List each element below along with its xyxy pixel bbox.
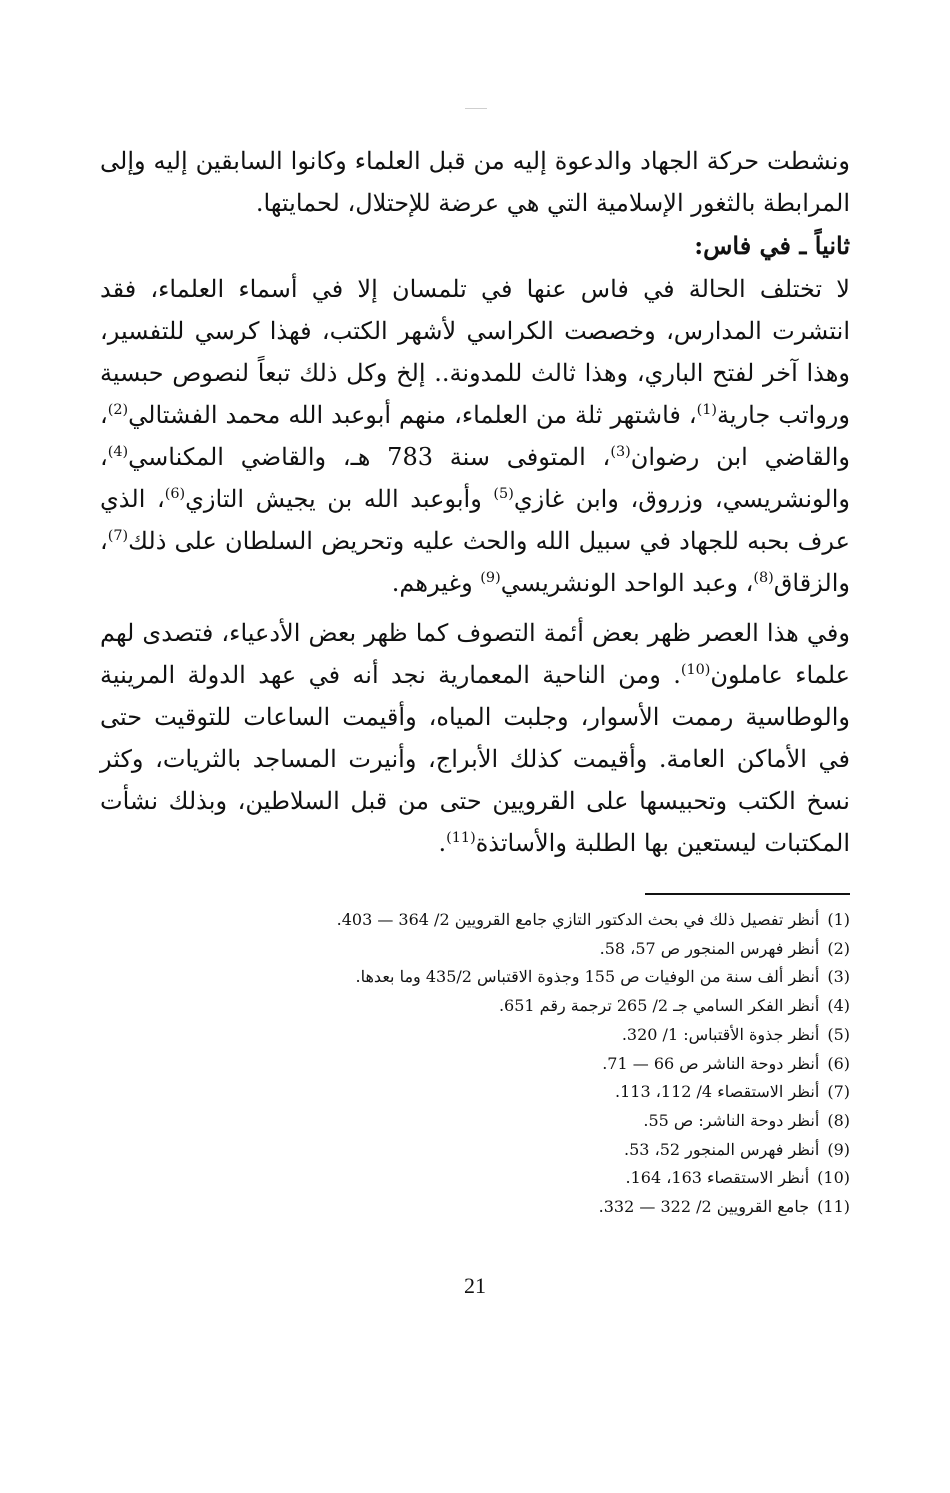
text-run: ، والزقاق <box>100 527 850 597</box>
footnote-ref: (11) <box>446 830 476 846</box>
footnote-text: أنظر دوحة الناشر: ص 55. <box>643 1110 820 1130</box>
scan-mark <box>465 108 487 109</box>
footnote-text: أنظر الاستقصاء 163، 164. <box>625 1168 810 1188</box>
footnote-ref: (10) <box>680 662 711 678</box>
footnote-item <box>100 935 850 964</box>
text-run: ، المتوفى سنة 783 هـ، والقاضي المكناسي <box>128 443 611 471</box>
footnote-number: (11) <box>817 1197 850 1217</box>
footnote-item <box>100 1107 850 1136</box>
text-run: . <box>438 829 447 857</box>
footnote-text: أنظر الاستقصاء 4/ 112، 113. <box>615 1082 820 1102</box>
footnote-text: أنظر فهرس المنجور ص 57، 58. <box>599 938 820 958</box>
footnote-item <box>100 963 850 992</box>
footnote-ref: (8) <box>753 570 774 586</box>
footnote-item <box>100 1164 850 1193</box>
footnote-text: أنظر دوحة الناشر ص 66 — 71. <box>602 1053 820 1073</box>
text-run: ، وعبد الواحد الونشريسي <box>500 569 754 597</box>
footnotes-list <box>100 906 850 1222</box>
body-paragraph-1 <box>100 268 850 604</box>
footnote-text: أنظر ألف سنة من الوفيات ص 155 وجذوة الاقتباس 435/2 وما بعدها. <box>355 967 820 987</box>
body-paragraph-2 <box>100 612 850 864</box>
text-run: وفي هذا العصر ظهر بعض أئمة التصوف كما ظهر بعض الأدعياء، فتصدى لهم علماء عاملون <box>100 619 850 689</box>
footnote-number: (4) <box>827 996 850 1016</box>
footnote-number: (1) <box>827 910 850 929</box>
footnote-number: (8) <box>827 1110 850 1130</box>
text-run: ، والونشريسي، وزروق، وابن غازي <box>100 443 850 513</box>
footnote-separator <box>645 893 850 895</box>
footnote-item <box>100 1050 850 1079</box>
text-run: ، فاشتهر ثلة من العلماء، منهم أبوعبد الله محمد الفشتالي <box>128 401 697 429</box>
footnote-ref: (4) <box>107 444 129 460</box>
footnote-item <box>100 1021 850 1050</box>
footnote-number: (9) <box>827 1139 850 1159</box>
footnote-text: أنظر تفصيل ذلك في بحث الدكتور التازي جامع القرويين 2/ 364 — 403. <box>336 910 820 929</box>
footnote-item <box>100 1193 850 1222</box>
section-heading: ثانياً ـ في فاس: <box>694 231 850 260</box>
text-run: ، والقاضي ابن رضوان <box>100 401 850 471</box>
footnote-number: (2) <box>827 938 850 958</box>
footnote-ref: (3) <box>610 444 631 460</box>
intro-paragraph: ونشطت حركة الجهاد والدعوة إليه من قبل العلماء وكانوا السابقين إليه وإلى المرابطة بالثغور الإسلامية التي هي عرضة للإحتلال، لحمايتها. <box>100 147 850 217</box>
footnote-ref: (1) <box>696 402 718 418</box>
text-run: وأبوعبد الله بن يجيش التازي <box>185 485 494 513</box>
footnote-ref: (7) <box>107 528 129 544</box>
footnote-ref: (9) <box>480 570 501 586</box>
footnote-ref: (5) <box>493 486 514 502</box>
footnote-number: (10) <box>817 1168 850 1188</box>
footnote-text: أنظر فهرس المنجور 52، 53. <box>624 1139 820 1159</box>
footnote-text: أنظر الفكر السامي جـ 2/ 265 ترجمة رقم 651. <box>498 996 820 1016</box>
page-number: 21 <box>464 1273 486 1298</box>
text-run: ، الذي عرف بحبه للجهاد في سبيل الله والحث عليه وتحريض السلطان على ذلك <box>100 485 850 555</box>
text-run: لا تختلف الحالة في فاس عنها في تلمسان إلا في أسماء العلماء، فقد انتشرت المدارس، وخصصت الكراسي لأشهر الكتب، فهذا كرسي للتفسير، وهذا آخر لفتح الباري، وهذا ثالث للمدونة.. إلخ وكل ذلك تبعاً لنصوص حبسية ورواتب جارية <box>100 275 850 429</box>
footnote-number: (6) <box>827 1053 850 1073</box>
footnote-number: (3) <box>827 967 850 987</box>
footnote-number: (5) <box>827 1024 850 1044</box>
footnote-number: (7) <box>827 1082 850 1102</box>
text-run: . ومن الناحية المعمارية نجد أنه في عهد الدولة المرينية والوطاسية رممت الأسوار، وجلبت المياه، وأقيمت الساعات للتوقيت حتى في الأماكن العامة. وأقيمت كذلك الأبراج، وأنيرت المساجد بالثريات، وكثر نسخ الكتب وتحبيسها على القرويين حتى من قبل السلاطين، وبذلك نشأت المكتبات ليستعين بها الطلبة والأساتذة <box>100 661 850 857</box>
footnote-item <box>100 1078 850 1107</box>
footnote-ref: (6) <box>164 486 186 502</box>
footnote-item <box>100 906 850 935</box>
footnote-text: جامع القرويين 2/ 322 — 332. <box>598 1197 810 1217</box>
text-run: وغيرهم. <box>391 569 481 597</box>
footnote-item <box>100 992 850 1021</box>
footnote-text: أنظر جذوة الأقتباس: 1/ 320. <box>621 1024 820 1044</box>
footnote-item <box>100 1136 850 1165</box>
footnote-ref: (2) <box>107 402 129 418</box>
